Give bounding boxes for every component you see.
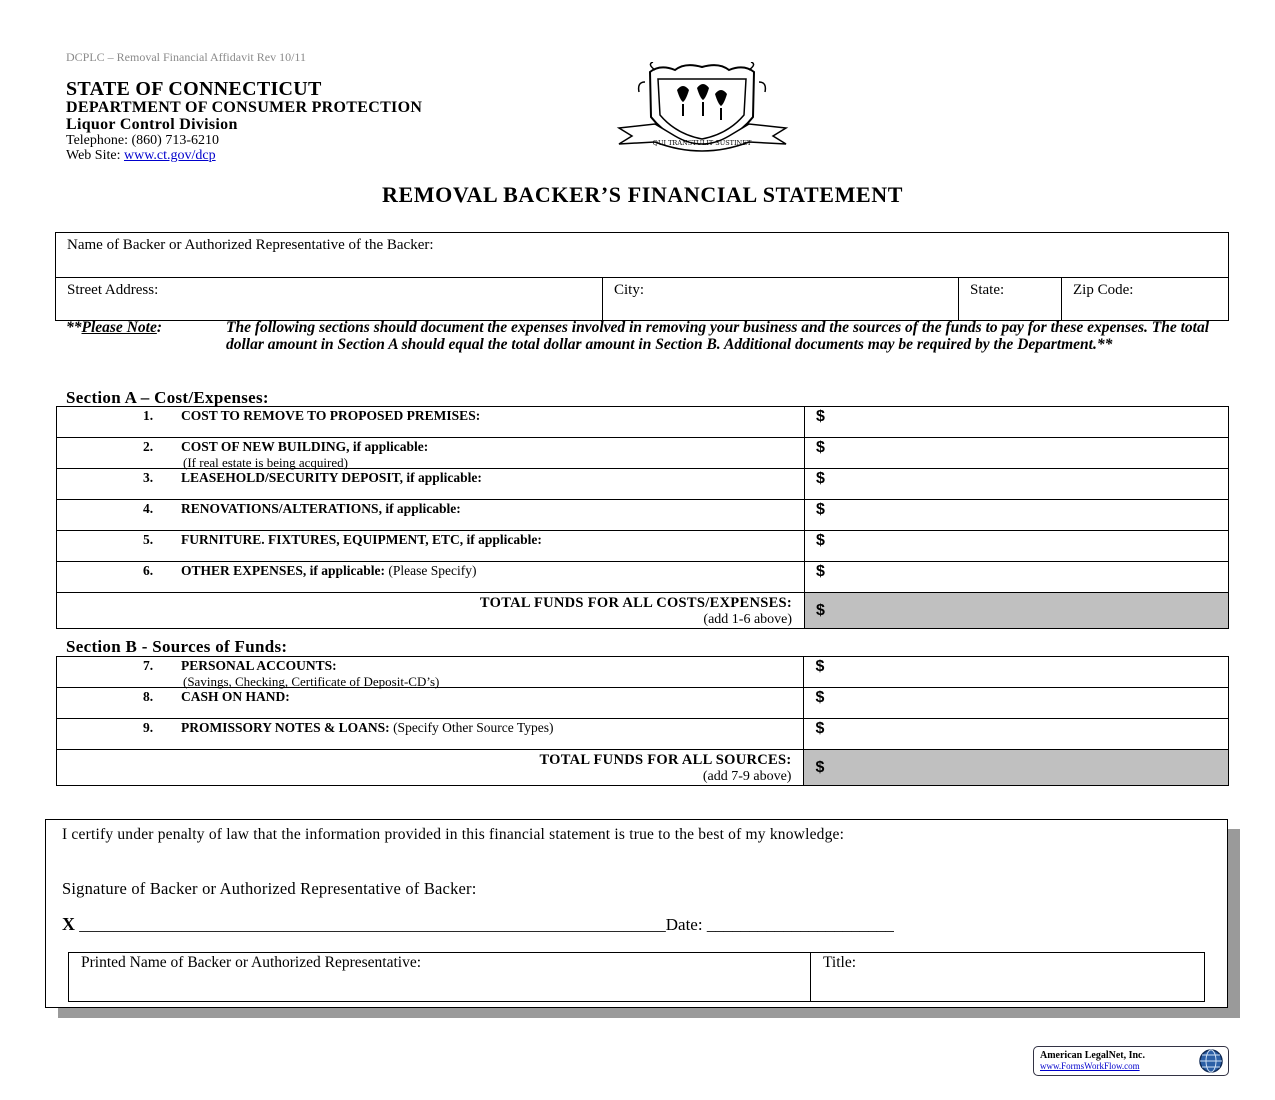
row-label-cell [57, 407, 805, 438]
table-row [57, 531, 1229, 562]
row-label [181, 439, 428, 455]
row-label-text: LEASEHOLD/SECURITY DEPOSIT, if applicable: [181, 470, 482, 485]
state-seal-icon [615, 62, 790, 157]
printed-name-table [68, 952, 1205, 1002]
amount-field[interactable]: $ [805, 531, 1229, 562]
note-colon: : [156, 319, 162, 336]
row-label [181, 689, 290, 705]
printed-name-label: Printed Name of Backer or Authorized Representative: [81, 954, 422, 971]
total-label-cell [57, 750, 804, 786]
total-amount-field[interactable]: $ [804, 750, 1229, 786]
department-name: DEPARTMENT OF CONSUMER PROTECTION [66, 99, 423, 116]
note-prefix: ** [66, 319, 82, 336]
row-subnote: (If real estate is being acquired) [183, 455, 348, 470]
row-number: 2. [143, 439, 154, 454]
city-label: City: [614, 282, 645, 298]
signature-row [62, 914, 894, 935]
row-label-text: COST TO REMOVE TO PROPOSED PREMISES: [181, 408, 481, 423]
seal-motto: QUI TRANSTULIT SUSTINET [652, 139, 752, 147]
row-extra: (Please Specify) [388, 563, 477, 578]
total-note: (add 7-9 above) [702, 769, 792, 784]
state-field[interactable] [959, 278, 1062, 321]
table-row [57, 438, 1229, 469]
zip-code-field[interactable] [1062, 278, 1229, 321]
certification-text: I certify under penalty of law that the information provided in this financial statement is true to the best of my knowledge: [62, 826, 845, 843]
website [66, 148, 216, 164]
title-field[interactable] [811, 953, 1205, 1002]
row-label-cell [57, 719, 804, 750]
note-label: Please Note [81, 319, 157, 336]
printed-name-field[interactable] [69, 953, 811, 1002]
row-label [181, 720, 553, 736]
row-label [181, 408, 480, 424]
table-row [57, 657, 1229, 688]
row-label-text: OTHER EXPENSES, if applicable: [181, 563, 386, 578]
section-b-heading: Section B - Sources of Funds: [66, 637, 288, 656]
row-label [181, 658, 337, 674]
amount-field[interactable]: $ [805, 500, 1229, 531]
row-number: 9. [143, 720, 154, 735]
state-label: State: [970, 282, 1005, 298]
total-note: (add 1-6 above) [703, 612, 793, 627]
street-address-field[interactable] [56, 278, 603, 321]
row-label-cell [57, 500, 805, 531]
row-label-text: RENOVATIONS/ALTERATIONS, if applicable: [181, 501, 461, 516]
row-label-cell [57, 531, 805, 562]
row-subnote: (Savings, Checking, Certificate of Deposit-CD’s) [183, 674, 440, 689]
row-label [181, 532, 542, 548]
amount-field[interactable]: $ [804, 719, 1229, 750]
row-number: 1. [143, 408, 154, 423]
table-row [57, 562, 1229, 593]
row-number: 7. [143, 658, 154, 673]
table-row [57, 407, 1229, 438]
row-number: 4. [143, 501, 154, 516]
total-label: TOTAL FUNDS FOR ALL SOURCES: [539, 752, 792, 768]
section-a-heading: Section A – Cost/Expenses: [66, 388, 269, 407]
telephone: Telephone: (860) 713-6210 [66, 133, 219, 148]
row-label-text: COST OF NEW BUILDING, if applicable: [181, 439, 429, 454]
section-a-table [56, 406, 1229, 629]
row-label-cell [57, 657, 804, 688]
total-amount-field[interactable]: $ [805, 593, 1229, 629]
row-label-text: PROMISSORY NOTES & LOANS: [181, 720, 390, 735]
amount-field[interactable]: $ [805, 438, 1229, 469]
total-row [57, 593, 1229, 629]
total-row [57, 750, 1229, 786]
publisher-name: American LegalNet, Inc. [1040, 1050, 1145, 1061]
website-label: Web Site: [66, 148, 124, 163]
table-row [57, 500, 1229, 531]
table-row [57, 719, 1229, 750]
row-label-cell [57, 562, 805, 593]
globe-icon [1198, 1048, 1224, 1074]
row-number: 8. [143, 689, 154, 704]
row-label [181, 563, 477, 579]
row-label-cell [57, 688, 804, 719]
row-label-cell [57, 469, 805, 500]
website-link[interactable]: www.ct.gov/dcp [123, 148, 216, 163]
street-address-label: Street Address: [67, 282, 159, 298]
amount-field[interactable]: $ [804, 688, 1229, 719]
title-label: Title: [823, 954, 857, 971]
page-title: REMOVAL BACKER’S FINANCIAL STATEMENT [382, 182, 903, 207]
row-label [181, 501, 461, 517]
note-lead [66, 319, 162, 336]
address-fields-table [55, 232, 1229, 321]
backer-name-label: Name of Backer or Authorized Representative of the Backer: [67, 237, 434, 253]
row-label-text: PERSONAL ACCOUNTS: [181, 658, 337, 673]
total-label-cell [57, 593, 805, 629]
publisher-badge[interactable] [1033, 1046, 1229, 1076]
date-line[interactable]: ______________________ [706, 915, 894, 934]
row-label-text: FURNITURE. FIXTURES, EQUIPMENT, ETC, if applicable: [181, 532, 542, 547]
please-note [66, 319, 1226, 353]
table-row [57, 469, 1229, 500]
row-label [181, 470, 482, 486]
signature-x-mark: X [62, 914, 75, 934]
row-label-text: CASH ON HAND: [181, 689, 290, 704]
backer-name-field[interactable] [56, 233, 1229, 278]
row-label-cell [57, 438, 805, 469]
note-text: The following sections should document the expenses involved in removing your business and the sources of the funds to pay for these expenses. The total dollar amount in Section A should equal the total dollar amount in Section B. Additional documents may be required by the Department.** [226, 319, 1210, 353]
form-id: DCPLC – Removal Financial Affidavit Rev 10/11 [66, 50, 306, 64]
division-name: Liquor Control Division [66, 116, 238, 133]
total-label: TOTAL FUNDS FOR ALL COSTS/EXPENSES: [479, 595, 793, 611]
table-row [57, 688, 1229, 719]
amount-field[interactable]: $ [805, 469, 1229, 500]
row-number: 6. [143, 563, 154, 578]
state-name: STATE OF CONNECTICUT [66, 78, 322, 100]
date-label: Date: [665, 915, 707, 934]
amount-field[interactable]: $ [804, 657, 1229, 688]
amount-field[interactable]: $ [805, 562, 1229, 593]
publisher-url[interactable]: www.FormsWorkFlow.com [1040, 1061, 1140, 1071]
signature-label: Signature of Backer or Authorized Representative of Backer: [62, 879, 477, 898]
zip-code-label: Zip Code: [1073, 282, 1134, 298]
row-number: 3. [143, 470, 154, 485]
section-b-table [56, 656, 1229, 786]
signature-line[interactable]: _____________________________________________________________________ [79, 915, 666, 934]
row-extra: (Specify Other Source Types) [393, 720, 554, 735]
row-number: 5. [143, 532, 154, 547]
city-field[interactable] [603, 278, 959, 321]
amount-field[interactable]: $ [805, 407, 1229, 438]
